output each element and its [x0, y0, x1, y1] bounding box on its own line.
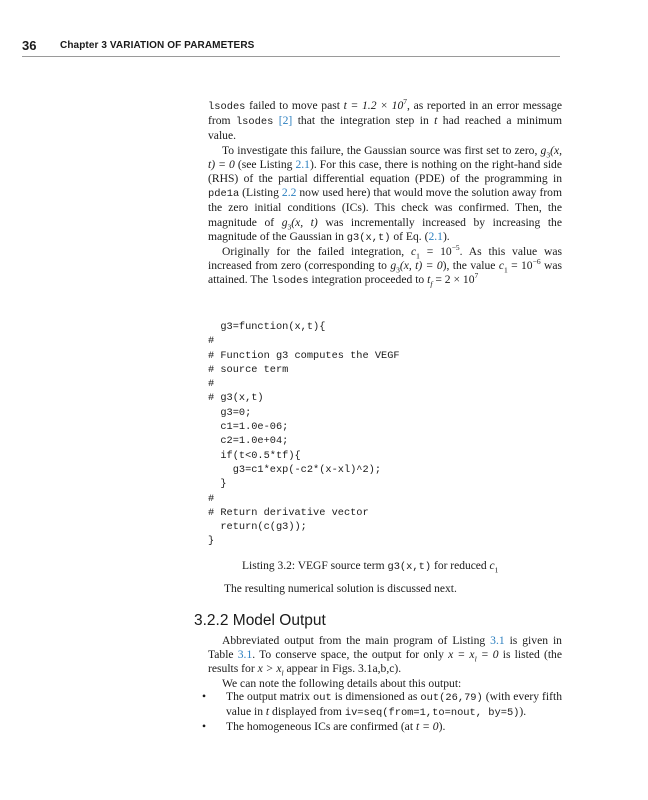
body-text-output: [208, 634, 562, 691]
paragraph-abbreviated-output: Abbreviated output from the main program of Listing 3.1 is given in Table 3.1. To conserve space, the output for only $x = x_l = 0$ is listed (the results for $x > x_l$ appear in Figs. 3.1a,b,c).: [208, 634, 562, 678]
equation-link[interactable]: 2.1: [428, 229, 443, 243]
listing-link[interactable]: 2.1: [295, 157, 310, 171]
listing-link[interactable]: 3.1: [490, 634, 505, 647]
page-number: 36: [22, 38, 37, 53]
code-listing: g3=function(x,t){ # # Function g3 computes the VEGF # source term # # g3(x,t) g3=0; c1=1.0e-06; c2=1.0e+04; if(t<0.5*tf){ g3=c1*exp(-c2*(x-xl)^2); } # # Return derivative vector return(c(g3)); }: [208, 321, 400, 548]
page-header: [22, 38, 560, 57]
citation-link[interactable]: [2]: [278, 114, 293, 128]
bullet-icon: •: [202, 690, 207, 703]
body-text-top: [208, 99, 562, 289]
list-item: • The output matrix out is dimensioned as out(26,79) (with every fifth value in t displayed from iv=seq(from=1,to=nout, by=5)).: [202, 690, 563, 720]
listing-link[interactable]: 2.2: [281, 186, 297, 200]
paragraph-lsodes-failure: lsodes failed to move past $t = 1.2 \times 10^7$, as reported in an error message from lsodes [2] that the integration step in t had reached a minimum value.: [208, 97, 562, 143]
paragraph-investigate: To investigate this failure, the Gaussian source was first set to zero, $g_3(x$, t) = 0 (see Listing 2.1). For this case, there is nothing on the right-hand side (RHS) of the partial differential equation (PDE) of the programming in pde1a (Listing 2.2 now used here) that would move the solution away from the zero initial conditions (ICs). This check was confirmed. Then, the magnitude of $g_3(x$, t) was incrementally increased by increasing the magnitude of the Gaussian in g3(x,t) of Eq. (2.1).: [208, 143, 563, 244]
table-link[interactable]: 3.1: [237, 648, 253, 662]
chapter-title: Chapter 3 VARIATION OF PARAMETERS: [60, 40, 255, 51]
section-heading: 3.2.2 Model Output: [194, 612, 326, 629]
paragraph-note-details: We can note the following details about this output:: [222, 676, 462, 690]
next-sentence: The resulting numerical solution is discussed next.: [224, 583, 457, 595]
bullet-list: [202, 690, 563, 735]
list-item: • The homogeneous ICs are confirmed (at t = 0).: [202, 720, 446, 734]
bullet-icon: •: [202, 720, 207, 734]
paragraph-originally: Originally for the failed integration, $c_1 = 10^{-5}$. As this value was increased from zero (corresponding to $g_3(x$, t) = 0), the value $c_1 = 10^{-6}$ was attained. The lsodes integration proceeded to $t_f = 2 \times 10^7$: [208, 243, 563, 289]
listing-caption: Listing 3.2: VEGF source term g3(x,t) for reduced $c_1$: [242, 560, 499, 575]
